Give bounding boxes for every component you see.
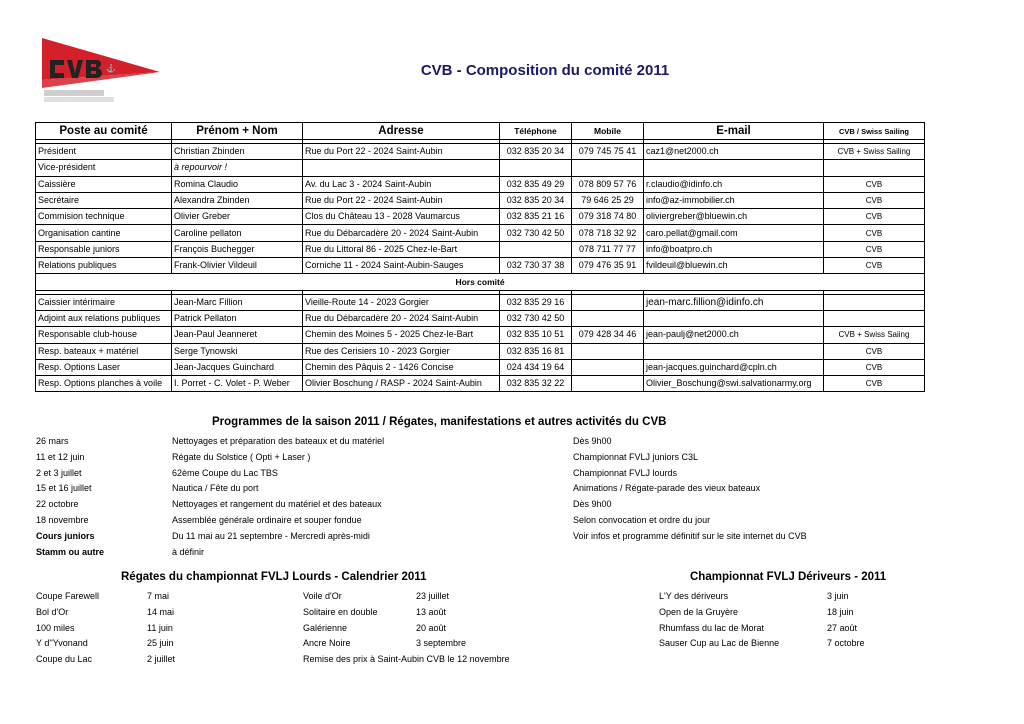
member-cell: 032 730 37 38	[500, 258, 572, 274]
member-cell	[500, 160, 572, 176]
member-cell[interactable]: r.claudio@idinfo.ch	[644, 176, 824, 192]
member-cell: Rue du Littoral 86 - 2025 Chez-le-Bart	[303, 241, 500, 257]
programme-date: 18 novembre	[36, 515, 89, 525]
hors-cell	[644, 310, 824, 326]
member-row	[36, 160, 925, 176]
member-cell: CVB	[824, 192, 925, 208]
header-affiliation: CVB / Swiss Sailing	[824, 123, 925, 140]
member-cell: François Buchegger	[172, 241, 303, 257]
hors-cell: CVB	[824, 343, 925, 359]
member-cell[interactable]: oliviergreber@bluewin.ch	[644, 209, 824, 225]
lourds-date: 14 mai	[147, 606, 175, 617]
hors-cell[interactable]: jean-paulj@net2000.ch	[644, 327, 824, 343]
member-cell: 032 730 42 50	[500, 225, 572, 241]
hors-cell: Vieille-Route 14 - 2023 Gorgier	[303, 294, 500, 310]
hors-cell	[824, 310, 925, 326]
hors-cell	[644, 343, 824, 359]
lourds-date: 23 juillet	[416, 591, 450, 601]
programme-event: Nautica / Fête du port	[172, 483, 259, 494]
hors-cell: CVB	[824, 359, 925, 375]
member-cell: Relations publiques	[36, 258, 172, 274]
lourds-regatta: Bol d'Or	[36, 606, 69, 617]
hors-comite-label: Hors comité	[36, 274, 925, 290]
programme-event: Nettoyages et préparation des bateaux et du matériel	[172, 436, 385, 446]
header-adresse: Adresse	[303, 123, 500, 140]
programme-date: 15 et 16 juillet	[36, 483, 92, 494]
hors-cell: CVB	[824, 376, 925, 392]
member-cell: Président	[36, 144, 172, 160]
hors-cell: Resp. bateaux + matériel	[36, 343, 172, 359]
member-cell: 078 711 77 77	[572, 241, 644, 257]
member-cell	[500, 241, 572, 257]
member-cell: CVB	[824, 209, 925, 225]
member-cell: Romina Claudio	[172, 176, 303, 192]
header-email: E-mail	[644, 123, 824, 140]
cvb-logo	[40, 36, 166, 108]
hors-cell: Caissier intérimaire	[36, 294, 172, 310]
hors-cell: 032 835 10 51	[500, 327, 572, 343]
member-cell: CVB	[824, 225, 925, 241]
programme-note: Championnat FVLJ juniors C3L	[573, 451, 699, 462]
member-cell[interactable]: fvildeuil@bluewin.ch	[644, 258, 824, 274]
programme-note: Dès 9h00	[573, 436, 612, 446]
member-cell: Christian Zbinden	[172, 144, 303, 160]
member-cell: 079 318 74 80	[572, 209, 644, 225]
hors-row	[36, 310, 925, 326]
member-cell: Rue du Débarcadère 20 - 2024 Saint-Aubin	[303, 225, 500, 241]
hors-cell: Patrick Pellaton	[172, 310, 303, 326]
hors-cell[interactable]: jean-marc.fillion@idinfo.ch	[644, 294, 824, 310]
member-cell: 078 718 32 92	[572, 225, 644, 241]
header-nom: Prénom + Nom	[172, 123, 303, 140]
hors-row	[36, 327, 925, 343]
hors-cell[interactable]: Olivier_Boschung@swi.salvationarmy.org	[644, 376, 824, 392]
programme-note: Voir infos et programme définitif sur le site internet du CVB	[573, 530, 807, 541]
programme-note: Championnat FVLJ lourds	[573, 467, 678, 478]
member-row	[36, 192, 925, 208]
lourds-regatta: Coupe du Lac	[36, 654, 93, 665]
hors-cell	[572, 310, 644, 326]
hors-row	[36, 343, 925, 359]
hors-row	[36, 359, 925, 375]
lourds-date: 20 août	[416, 622, 447, 633]
hors-comite-row	[36, 274, 925, 290]
member-cell[interactable]: info@az-immobilier.ch	[644, 192, 824, 208]
hors-cell: I. Porret - C. Volet - P. Weber	[172, 376, 303, 392]
deriveurs-date: 3 juin	[827, 591, 849, 601]
hors-cell	[572, 294, 644, 310]
lourds-date: 3 septembre	[416, 638, 467, 649]
lourds-regatta: Remise des prix à Saint-Aubin CVB le 12 novembre	[303, 654, 510, 665]
hors-cell: Responsable club-house	[36, 327, 172, 343]
member-row	[36, 258, 925, 274]
member-cell: Olivier Greber	[172, 209, 303, 225]
programme-date: Stamm ou autre	[36, 546, 105, 557]
member-cell: à repourvoir !	[172, 160, 303, 176]
programme-event: Nettoyages et rangement du matériel et des bateaux	[172, 499, 382, 510]
lourds-title: Régates du championnat FVLJ Lourds - Calendrier 2011	[121, 571, 427, 583]
member-cell: 032 835 20 34	[500, 192, 572, 208]
programme-date: 11 et 12 juin	[36, 451, 85, 462]
member-cell[interactable]: caz1@net2000.ch	[644, 144, 824, 160]
hors-cell: 032 835 16 81	[500, 343, 572, 359]
member-cell: Caroline pellaton	[172, 225, 303, 241]
header-telephone: Téléphone	[500, 123, 572, 140]
hors-row	[36, 294, 925, 310]
member-cell	[824, 160, 925, 176]
hors-cell: CVB + Swiss Saiing	[824, 327, 925, 343]
programme-date: 22 octobre	[36, 499, 79, 510]
programme-date: 26 mars	[36, 436, 69, 446]
hors-cell: Serge Tynowski	[172, 343, 303, 359]
page-title: CVB - Composition du comité 2011	[420, 62, 670, 79]
programme-note: Selon convocation et ordre du jour	[573, 515, 711, 525]
member-cell: Clos du Château 13 - 2028 Vaumarcus	[303, 209, 500, 225]
header-poste: Poste au comité	[36, 123, 172, 140]
deriveurs-date: 27 août	[827, 622, 858, 633]
programme-event: Du 11 mai au 21 septembre - Mercredi après-midi	[172, 530, 370, 541]
member-cell: Vice-président	[36, 160, 172, 176]
programme-event: Assemblée générale ordinaire et souper fondue	[172, 515, 362, 525]
deriveurs-regatta: Rhumfass du lac de Morat	[659, 622, 765, 633]
member-cell: Rue du Port 22 - 2024 Saint-Aubin	[303, 192, 500, 208]
member-cell: CVB	[824, 258, 925, 274]
member-cell: Responsable juniors	[36, 241, 172, 257]
table-header	[36, 123, 925, 140]
member-cell: 79 646 25 29	[572, 192, 644, 208]
lourds-regatta: Galérienne	[303, 622, 348, 633]
member-cell: Commision technique	[36, 209, 172, 225]
lourds-date: 25 juin	[147, 638, 174, 649]
member-cell: 032 835 21 16	[500, 209, 572, 225]
programme-title: Programmes de la saison 2011 / Régates, manifestations et autres activités du CVB	[212, 416, 667, 428]
deriveurs-date: 7 octobre	[827, 638, 865, 649]
member-cell	[303, 160, 500, 176]
member-cell[interactable]: info@boatpro.ch	[644, 241, 824, 257]
hors-cell: Chemin des Pâquis 2 - 1426 Concise	[303, 359, 500, 375]
hors-cell: 079 428 34 46	[572, 327, 644, 343]
member-cell: CVB + Swiss Sailing	[824, 144, 925, 160]
member-row	[36, 144, 925, 160]
member-row	[36, 225, 925, 241]
member-cell: 079 745 75 41	[572, 144, 644, 160]
hors-cell	[572, 359, 644, 375]
deriveurs-regatta: Open de la Gruyère	[659, 606, 739, 617]
header-mobile: Mobile	[572, 123, 644, 140]
member-cell: 032 835 20 34	[500, 144, 572, 160]
programme-note: Animations / Régate-parade des vieux bateaux	[573, 483, 761, 494]
deriveurs-regatta: L'Y des dériveurs	[659, 591, 729, 601]
hors-cell: 032 730 42 50	[500, 310, 572, 326]
member-cell: Frank-Olivier Vildeuil	[172, 258, 303, 274]
hors-cell	[572, 343, 644, 359]
hors-row	[36, 376, 925, 392]
lourds-date: 11 juin	[147, 622, 173, 633]
programme-date: Cours juniors	[36, 530, 95, 541]
lourds-regatta: Ancre Noire	[303, 638, 351, 649]
hors-cell: Rue du Débarcadère 20 - 2024 Saint-Aubin	[303, 310, 500, 326]
member-cell: Secrétaire	[36, 192, 172, 208]
hors-cell: Resp. Options planches à voile	[36, 376, 172, 392]
hors-cell: Jean-Marc Fillion	[172, 294, 303, 310]
deriveurs-title: Championnat FVLJ Dériveurs - 2011	[690, 571, 887, 583]
member-cell: Organisation cantine	[36, 225, 172, 241]
member-cell	[572, 160, 644, 176]
hors-cell: Olivier Boschung / RASP - 2024 Saint-Aubin	[303, 376, 500, 392]
hors-cell[interactable]: jean-jacques.guinchard@cpln.ch	[644, 359, 824, 375]
lourds-date: 7 mai	[147, 591, 170, 601]
programme-event: Régate du Solstice ( Opti + Laser )	[172, 451, 311, 462]
member-cell: 032 835 49 29	[500, 176, 572, 192]
hors-cell: 024 434 19 64	[500, 359, 572, 375]
hors-cell: Jean-Jacques Guinchard	[172, 359, 303, 375]
hors-cell: 032 835 32 22	[500, 376, 572, 392]
programme-event: à définir	[172, 546, 205, 557]
logo-mark: ⚓	[106, 64, 116, 73]
lourds-regatta: Coupe Farewell	[36, 591, 100, 601]
member-cell: 079 476 35 91	[572, 258, 644, 274]
hors-cell: Resp. Options Laser	[36, 359, 172, 375]
member-cell: Alexandra Zbinden	[172, 192, 303, 208]
lourds-regatta: Voile d'Or	[303, 591, 342, 601]
programme-note: Dès 9h00	[573, 499, 612, 510]
hors-cell: Chemin des Moines 5 - 2025 Chez-le-Bart	[303, 327, 500, 343]
member-row	[36, 209, 925, 225]
member-cell: 078 809 57 76	[572, 176, 644, 192]
programme-event: 62ème Coupe du Lac TBS	[172, 467, 278, 478]
comite-table	[35, 122, 925, 392]
member-cell[interactable]: caro.pellat@gmail.com	[644, 225, 824, 241]
hors-cell: Rue des Cerisiers 10 - 2023 Gorgier	[303, 343, 500, 359]
lourds-date: 2 juillet	[147, 654, 176, 665]
lourds-regatta: 100 miles	[36, 622, 75, 633]
member-cell: Caissière	[36, 176, 172, 192]
hors-cell	[572, 376, 644, 392]
member-cell	[644, 160, 824, 176]
lourds-date: 13 août	[416, 606, 447, 617]
deriveurs-date: 18 juin	[827, 606, 854, 617]
member-cell: CVB	[824, 176, 925, 192]
member-cell: Corniche 11 - 2024 Saint-Aubin-Sauges	[303, 258, 500, 274]
member-row	[36, 176, 925, 192]
member-cell: Av. du Lac 3 - 2024 Saint-Aubin	[303, 176, 500, 192]
lourds-regatta: Solitaire en double	[303, 606, 378, 617]
member-cell: Rue du Port 22 - 2024 Saint-Aubin	[303, 144, 500, 160]
member-cell: CVB	[824, 241, 925, 257]
lourds-regatta: Y d''Yvonand	[36, 638, 88, 649]
programme-date: 2 et 3 juillet	[36, 467, 82, 478]
deriveurs-regatta: Sauser Cup au Lac de Bienne	[659, 638, 780, 649]
hors-cell: 032 835 29 16	[500, 294, 572, 310]
hors-cell: Adjoint aux relations publiques	[36, 310, 172, 326]
member-row	[36, 241, 925, 257]
hors-cell	[824, 294, 925, 310]
hors-cell: Jean-Paul Jeanneret	[172, 327, 303, 343]
